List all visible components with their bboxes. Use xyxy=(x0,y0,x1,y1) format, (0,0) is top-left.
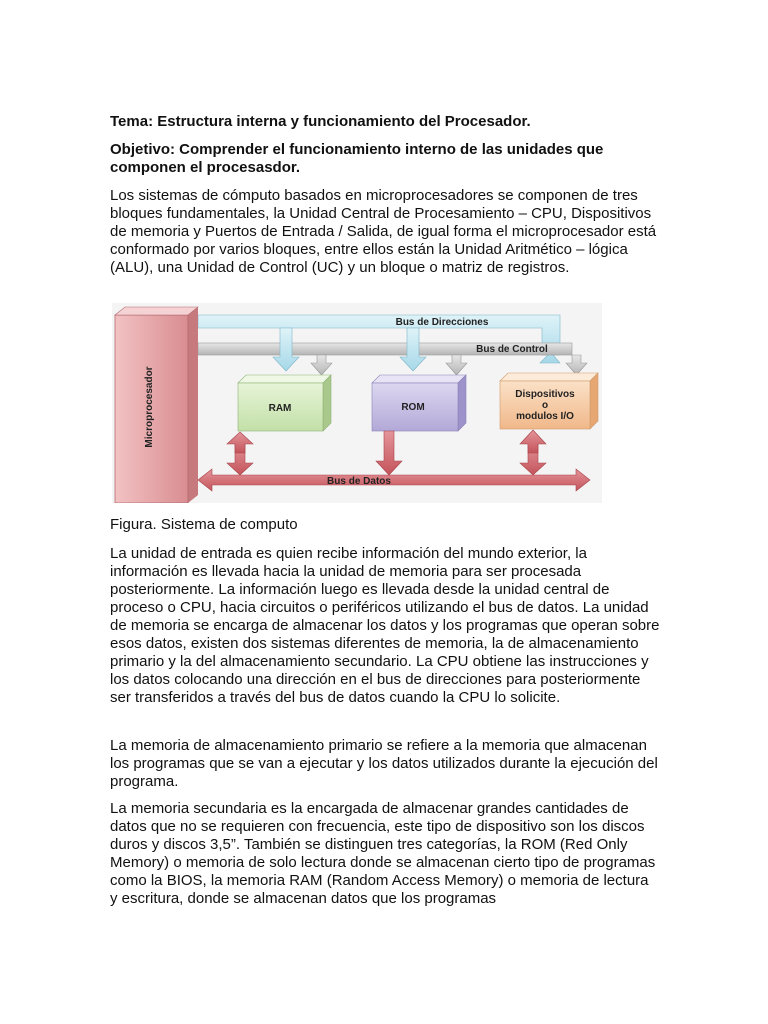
body-paragraph-1: La unidad de entrada es quien recibe información del mundo exterior, la información es llevada hacia la unidad de memoria para ser procesada posteriormente. La información luego es llevada desde la unidad central de proceso o CPU, hacia circuitos o periféricos utilizando el bus de datos. La unidad de memoria se encarga de almacenar los datos y los programas que operan sobre esos datos, existen dos sistemas diferentes de memoria, la de almacenamiento primario y la del almacenamiento secundario. La CPU obtiene las instrucciones y los datos colocando una dirección en el bus de direcciones para posteriormente ser transferidos a través del bus de datos cuando la CPU lo solicite. xyxy=(110,545,660,706)
body-paragraph-2: La memoria de almacenamiento primario se refiere a la memoria que almacenan los programas que se van a ejecutar y los datos utilizados durante la ejecución del programa. xyxy=(110,737,658,790)
data-bus-label: Bus de Datos xyxy=(327,476,391,487)
control-bus xyxy=(198,343,572,355)
io-block xyxy=(500,373,598,429)
ram-label: RAM xyxy=(268,403,292,414)
microprocessor-label: Microprocesador xyxy=(144,366,155,448)
figure-caption: Figura. Sistema de computo xyxy=(110,516,298,533)
ram-block xyxy=(238,375,331,431)
address-bus-label: Bus de Direcciones xyxy=(395,317,489,328)
rom-label: ROM xyxy=(401,402,425,413)
computer-system-diagram xyxy=(112,303,602,503)
rom-block xyxy=(372,375,466,431)
intro-paragraph: Los sistemas de cómputo basados en microprocesadores se componen de tres bloques fundamentales, la Unidad Central de Procesamiento – CPU, Dispositivos de memoria y Puertos de Entrada / Salida, de igual forma el microprocesador está conformado por varios bloques, entre ellos están la Unidad Aritmético – lógica (ALU), una Unidad de Control (UC) y un bloque o matriz de registros. xyxy=(110,187,657,276)
io-label-line3: modulos I/O xyxy=(516,411,574,422)
io-label-line2: o xyxy=(541,400,549,411)
document-title: Tema: Estructura interna y funcionamiento del Procesador. xyxy=(110,113,531,130)
io-label-line1: Dispositivos xyxy=(515,389,575,400)
control-bus-label: Bus de Control xyxy=(476,344,548,355)
microprocessor-block xyxy=(115,307,198,503)
body-paragraph-3: La memoria secundaria es la encargada de almacenar grandes cantidades de datos que no se requieren con frecuencia, este tipo de dispositivo son los discos duros y discos 3,5”. También se distinguen tres categorías, la ROM (Red Only Memory) o memoria de solo lectura donde se almacenan cierto tipo de programas como la BIOS, la memoria RAM (Random Access Memory) o memoria de lectura y escritura, donde se almacenan datos que los programas xyxy=(110,800,656,907)
document-objective: Objetivo: Comprender el funcionamiento interno de las unidades que componen el procesasdor. xyxy=(110,141,604,176)
